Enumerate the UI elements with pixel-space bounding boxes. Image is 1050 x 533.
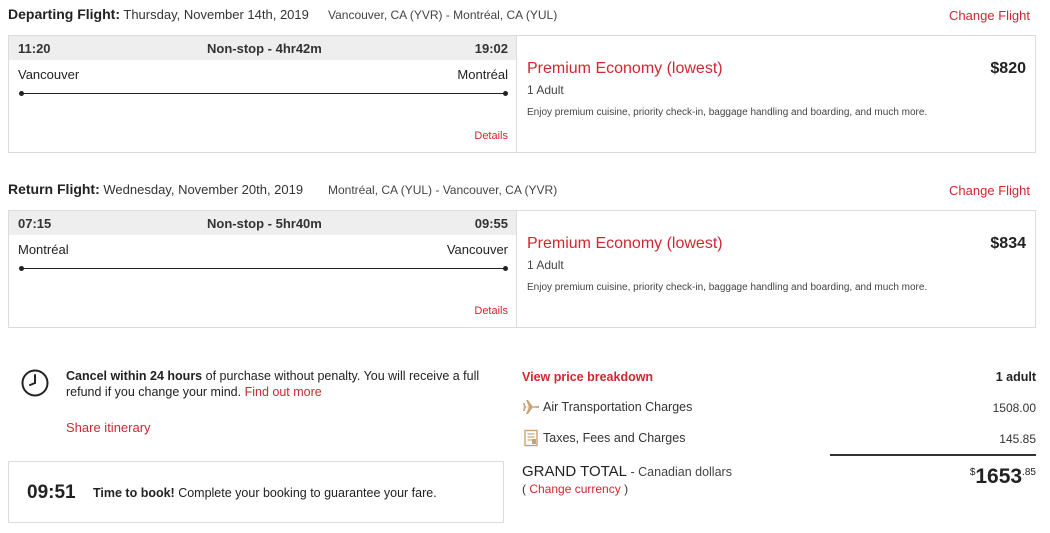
route-line (20, 93, 507, 94)
fare-description: Enjoy premium cuisine, priority check-in, baggage handling and boarding, and much more. (527, 282, 928, 293)
flight-itinerary (9, 36, 517, 152)
clock-icon (20, 368, 50, 398)
details-link[interactable]: Details (474, 305, 508, 317)
airplane-icon (522, 398, 540, 416)
flight-route: Montréal, CA (YUL) - Vancouver, CA (YVR) (328, 183, 558, 197)
price-row-value: 1508.00 (992, 401, 1036, 415)
price-row-taxes (522, 429, 1036, 451)
destination-dot (503, 91, 508, 96)
return-flight-header (8, 181, 1030, 201)
origin-city: Montréal (18, 242, 69, 257)
passenger-count: 1 Adult (527, 258, 564, 272)
paren-close: ) (620, 482, 629, 496)
price-row-value: 145.85 (999, 432, 1036, 446)
paren-open: ( (522, 482, 530, 496)
flight-duration: Non-stop - 4hr42m (207, 41, 322, 56)
departing-flight-card (8, 35, 1036, 153)
share-itinerary-link[interactable]: Share itinerary (66, 420, 151, 435)
passenger-column-header: 1 adult (995, 370, 1036, 384)
details-link[interactable]: Details (474, 130, 508, 142)
destination-city: Montréal (457, 67, 508, 82)
total-whole: 1653 (975, 465, 1023, 488)
fare-name: Premium Economy (lowest) (527, 235, 723, 252)
departure-time: 11:20 (18, 41, 51, 56)
change-currency-link[interactable]: Change currency (529, 482, 621, 496)
cancellation-policy-bold: Cancel within 24 hours (66, 369, 203, 383)
change-flight-link[interactable]: Change Flight (949, 8, 1030, 23)
arrival-time: 19:02 (474, 41, 508, 56)
receipt-icon (522, 429, 540, 447)
flight-date: Thursday, November 14th, 2019 (123, 7, 309, 22)
timer-message-text: Complete your booking to guarantee your fare. (174, 486, 437, 500)
price-row-label: Air Transportation Charges (543, 400, 693, 414)
cancellation-policy (66, 368, 506, 400)
change-currency (522, 482, 628, 496)
passenger-count: 1 Adult (527, 83, 564, 97)
origin-dot (19, 266, 24, 271)
fare-price: $834 (990, 235, 1026, 252)
flight-label: Departing Flight: (8, 6, 120, 22)
currency-name: - Canadian dollars (627, 465, 732, 479)
fare-description: Enjoy premium cuisine, priority check-in, baggage handling and boarding, and much more. (527, 107, 928, 118)
destination-dot (503, 266, 508, 271)
flight-duration: Non-stop - 5hr40m (207, 216, 322, 231)
timer-message-bold: Time to book! (93, 486, 175, 500)
cancellation-policy-text: of purchase without penalty. You will receive a full refund if you change your mind. (66, 369, 480, 399)
countdown-timer: 09:51 (27, 482, 76, 503)
price-row-label: Taxes, Fees and Charges (543, 431, 686, 445)
flight-itinerary (9, 211, 517, 327)
price-row-air-transportation (522, 398, 1036, 420)
booking-timer (8, 461, 504, 523)
grand-total-amount (970, 465, 1036, 489)
departure-time: 07:15 (18, 216, 52, 231)
route-line (20, 268, 507, 269)
destination-city: Vancouver (446, 242, 508, 257)
currency-symbol: $ (969, 467, 976, 478)
fare-name: Premium Economy (lowest) (527, 60, 723, 77)
flight-route: Vancouver, CA (YVR) - Montréal, CA (YUL) (328, 8, 558, 22)
origin-dot (19, 91, 24, 96)
flight-times-bar (9, 36, 516, 60)
change-flight-link[interactable]: Change Flight (949, 183, 1030, 198)
fare-price: $820 (990, 60, 1026, 77)
departing-flight-header (8, 6, 1030, 26)
timer-message (93, 486, 437, 500)
view-price-breakdown-link[interactable]: View price breakdown (522, 370, 654, 384)
flight-date: Wednesday, November 20th, 2019 (103, 182, 304, 197)
flight-label: Return Flight: (8, 181, 100, 197)
grand-total-label (522, 463, 732, 480)
origin-city: Vancouver (18, 67, 80, 82)
arrival-time: 09:55 (474, 216, 508, 231)
total-divider (830, 454, 1036, 456)
return-flight-card (8, 210, 1036, 328)
flight-times-bar (9, 211, 516, 235)
total-cents: .85 (1022, 467, 1036, 478)
find-out-more-link[interactable]: Find out more (244, 385, 322, 399)
grand-total-title: GRAND TOTAL (522, 463, 628, 480)
